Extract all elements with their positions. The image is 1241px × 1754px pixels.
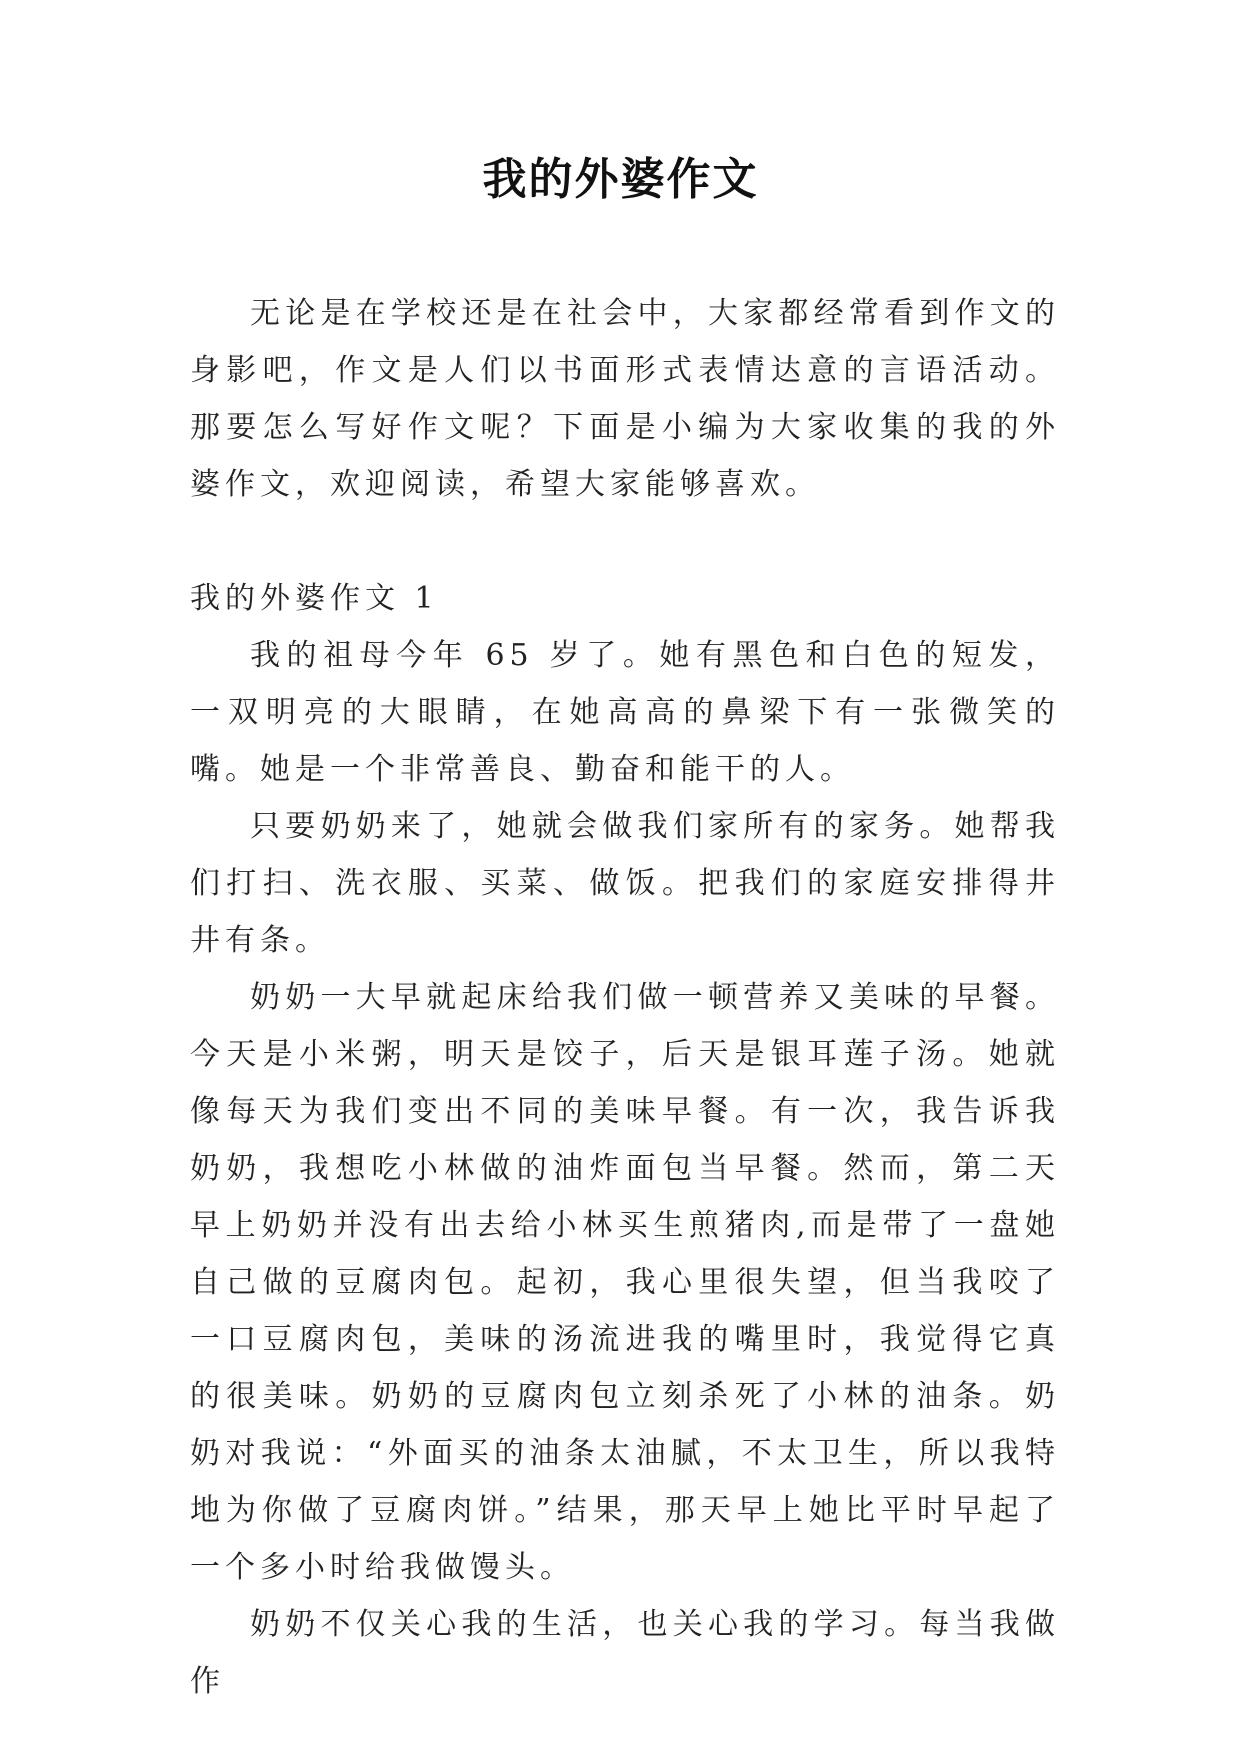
paragraph: 奶奶一大早就起床给我们做一顿营养又美味的早餐。今天是小米粥，明天是饺子，后天是银耳莲子汤。她就像每天为我们变出不同的美味早餐。有一次，我告诉我奶奶，我想吃小林做的油炸面包当早餐。然而，第二天早上奶奶并没有出去给小林买生煎猪肉,而是带了一盘她自己做的豆腐肉包。起初，我心里很失望，但当我咬了一口豆腐肉包，美味的汤流进我的嘴里时，我觉得它真的很美味。奶奶的豆腐肉包立刻杀死了小林的油条。奶奶对我说：“外面买的油条太油腻，不太卫生，所以我特地为你做了豆腐肉饼。”结果，那天早上她比平时早起了一个多小时给我做馒头。 xyxy=(190,980,1060,1585)
paragraph: 只要奶奶来了，她就会做我们家所有的家务。她帮我们打扫、洗衣服、买菜、做饭。把我们的家庭安排得井井有条。 xyxy=(190,809,1060,958)
paragraph: 奶奶不仅关心我的生活，也关心我的学习。每当我做作 xyxy=(190,1607,1060,1699)
paragraph: 我的祖母今年 65 岁了。她有黑色和白色的短发，一双明亮的大眼睛，在她高高的鼻梁下有一张微笑的嘴。她是一个非常善良、勤奋和能干的人。 xyxy=(190,638,1060,787)
section-heading: 我的外婆作文 1 xyxy=(190,581,439,616)
document-title: 我的外婆作文 xyxy=(482,154,759,205)
intro-paragraph: 无论是在学校还是在社会中，大家都经常看到作文的身影吧，作文是人们以书面形式表情达意的言语活动。那要怎么写好作文呢？下面是小编为大家收集的我的外婆作文，欢迎阅读，希望大家能够喜欢。 xyxy=(190,296,1060,502)
document-body xyxy=(190,285,1060,1710)
